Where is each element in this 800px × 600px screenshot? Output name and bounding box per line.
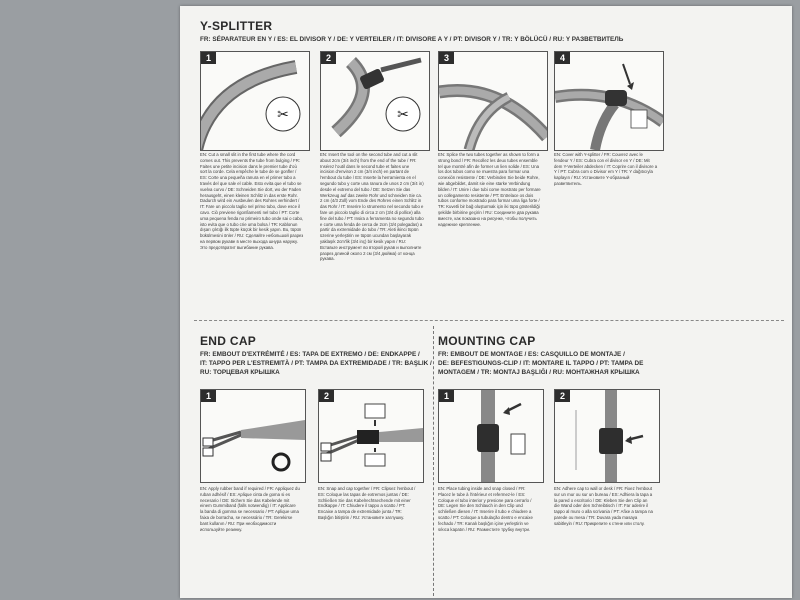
endcap-step-2-panel <box>318 389 424 483</box>
ysplitter-step-4-panel <box>554 51 664 151</box>
ysplitter-step-2-panel <box>320 51 430 151</box>
ysplitter-subtitle: FR: SÉPARATEUR EN Y / ES: EL DIVISOR Y / DE: Y VERTEILER / IT: DIVISORE A Y / PT: DIVISOR Y / TR: Y BÖLÜCÜ / RU: Y РАЗВЕТВИТЕЛЬ <box>200 36 624 43</box>
ysplitter-step-2-illustration <box>321 52 429 150</box>
mountingcap-step-2-text: EN: Adhere cap to wall or desk / FR: Fixez l'embout sur un mur ou sur un bureau / ES: Adhiera la tapa a la pared o escritorio / DE: Kleben Sie den Clip an die Wand oder den Schreibtisch / IT: Far aderire il tappo al muro o alla scrivania / PT: Afixe a tampa na parede ou mesa / TR: Duvara yada masaya sabitleyin / RU: Прикрепите к стене или столу. <box>554 486 653 526</box>
svg-text:✂: ✂ <box>397 106 409 122</box>
endcap-step-2-illustration <box>319 390 423 482</box>
ysplitter-step-1-panel <box>200 51 310 151</box>
ysplitter-step-3-illustration <box>439 52 547 150</box>
section-divider <box>194 320 784 321</box>
step-number: 4 <box>555 52 570 64</box>
step-number: 2 <box>319 390 334 402</box>
ysplitter-step-4-text: EN: Cover with Y-splitter / FR: Couvrez avec le fendeur Y / ES: Cubra con el divisor en Y / DE: Mit dem Y-Verteiler abdecken / IT: Coprire con il divisore a Y / PT: Cubra com o Divisor em Y / TR: Y dağıtıcıyla kaplayın / RU: Установите Y-образный разветвитель. <box>554 152 658 186</box>
endcap-step-1-illustration <box>201 390 305 482</box>
mountingcap-step-1-text: EN: Place tubing inside and snap closed / FR: Placez le tube à l'intérieur et refermez-le / ES: Coloque el tubo interior y presione para cerrarlo / DE: Legen Sie den Schlauch in den Clip und schließen diesen / IT: Inserire il tubo e chiudere a scatto / PT: Coloque a tubulação dentro e encaixe fechado / TR: Kanalı başlığın içine yerleştirin ve sıkıca kapatın / RU: Разместите трубку внутри. <box>438 486 533 532</box>
ysplitter-step-3-text: EN: Splice the two tubes together as shown to form a strong bond / FR: Recollez les deux tubes ensemble tel que montré afin de former un lien solide / ES: Una los dos tubos como se muestra para formar una conexión resistente / DE: Verbinden Sie beide Rohre, wie abgebildet, damit sie eine starke Verbindung bilden / IT: Unire i due tubi come mostrato per formare un collegamento resistente / PT: Entrelace os dois tubos conforme mostrado para formar uma liga forte / TR: Kuvetli bir bağ oluşturmak için iki tüpü gösterildiği şekilde birbirine geçirin / RU: Соедините два рукава вместе, как показано на рисунке, чтобы получить надежное крепление. <box>438 152 541 227</box>
endcap-subtitle-1: FR: EMBOUT D'EXTRÉMITÉ / ES: TAPA DE EXTREMO / DE: ENDKAPPE / <box>200 351 420 358</box>
mountingcap-step-2-panel <box>554 389 660 483</box>
ysplitter-title: Y-SPLITTER <box>200 19 273 33</box>
step-number: 1 <box>201 52 216 64</box>
ysplitter-step-1-text: EN: Cut a small slit in the first tube where the cord comes out. This prevents the tube from bulging / FR: Faites une petite incision dans le premier tube d'où sort la corde. Cela empêche le tube de se gonfler / ES: Corte una pequeña ranura en el primer tubo a través del que sale el cable. Esto evita que el tubo se vuelva curvo / DE: Schneiden Sie dort, wo der Faden herausgeht, einen kleinen Schlitz in das erste Rohr. Dadurch wird ein Ausbeulen des Rohres verhindert / IT: Fare un piccolo taglio nel primo tubo, dove esce il cavo. Ciò previene rigonfiamenti nel tubo / PT: Corte uma pequena fenda no primeiro tubo onde sai o cabo, isto evita que o tubo crie uma bolsa / TR: Kablonun dışarı çıktığı ilk tüpte küçük bir kesik yapın. Bu, tüpün bükülmesini önler / RU: Сделайте небольшой разрез на первом рукаве в месте выхода шнура наружу. Это предотвратит выгибание рукава. <box>200 152 304 250</box>
endcap-subtitle-3: RU: ТОРЦЕВАЯ КРЫШКА <box>200 369 280 376</box>
mountingcap-subtitle-1: FR: EMBOUT DE MONTAGE / ES: CASQUILLO DE MONTAJE / <box>438 351 625 358</box>
step-number: 1 <box>201 390 216 402</box>
step-number: 1 <box>439 390 454 402</box>
step-number: 3 <box>439 52 454 64</box>
endcap-step-1-panel <box>200 389 306 483</box>
step-number: 2 <box>321 52 336 64</box>
mountingcap-step-1-illustration <box>439 390 543 482</box>
endcap-step-2-text: EN: Snap and cap together / FR: Clipsez l'embout / ES: Coloque las tapas de extremos juntas / DE: Schließen Sie das Kabelrechtsechende mit einer Endkappe / IT: Chiudere il tappo a scatto / PT: Encaixe a tampa de extremidade junta / TR: Başlığın bitiştirin / RU: Установите заглушку. <box>318 486 416 520</box>
mountingcap-subtitle-2: DE: BEFESTIGUNGS-CLIP / IT: MONTARE IL TAPPO / PT: TAMPA DE <box>438 360 644 367</box>
endcap-step-1-text: EN: Apply rubber band if required / FR: Appliquez du ruban adhésif / ES: Aplique cinta de goma si es necesario / DE: Sichern Sie das Kabelende mit einem Gummiband (falls notwendig) / IT: Applicare la banda di gomma se necessario / PT: Aplique uma faixa de borracha, se necessário / TR: Gerekirse bant kullanın / RU: При необходимости используйте резинку. <box>200 486 300 532</box>
column-divider <box>433 326 434 596</box>
mountingcap-subtitle-3: MONTAGEM / TR: MONTAJ BAŞLIĞI / RU: МОНТАЖНАЯ КРЫШКА <box>438 369 640 376</box>
ysplitter-step-4-illustration <box>555 52 663 150</box>
instruction-sheet <box>180 6 792 598</box>
svg-text:✂: ✂ <box>277 106 289 122</box>
mountingcap-title: MOUNTING CAP <box>438 334 536 348</box>
endcap-title: END CAP <box>200 334 257 348</box>
ysplitter-step-2-text: EN: Insert the tool on the second tube and cut a slit about 2cm (3/4 inch) from the end of the tube / FR: Insérez l'outil dans le second tube et faites une incision d'environ 2 cm (3/4 inch) en partant de l'embout du tube / ES: Inserte la herramienta en el segundo tubo y corte una ranura de unos 2 cm (3/4 in) desde el extremo del tubo / DE: Setzen Sie das Werkzeug auf das zweite Rohr und schneiden Sie ca. 2 cm (4/3 Zoll) vom Ende des Rohres einen Schlitz in das Rohr / IT: Inserire lo strumento nel secondo tubo e fare un piccolo taglio di circa 2 cm (3/4 di pollice) alla fine del tubo / PT: Insira a ferramenta no segundo tubo e corte uma fenda de cerca de 2cm (3/4 polegadas) a partir da extremidade do tubo / TR: Aleti ikinci tüpün üzerine yerleştirin ve tüpün ucundan başlayarak yaklaşık 2cm'lik (3/4 inç) bir kesik yapın / RU: Вставьте инструмент во второй рукав и выполните разрез длиной около 2 см (3/4 дюйма) от конца рукава. <box>320 152 424 262</box>
endcap-subtitle-2: IT: TAPPO PER L'ESTREMITÀ / PT: TAMPA DA EXTREMIDADE / TR: BAŞLIK / <box>200 360 432 367</box>
mountingcap-step-2-illustration <box>555 390 659 482</box>
step-number: 2 <box>555 390 570 402</box>
ysplitter-step-1-illustration <box>201 52 309 150</box>
mountingcap-step-1-panel <box>438 389 544 483</box>
ysplitter-step-3-panel <box>438 51 548 151</box>
